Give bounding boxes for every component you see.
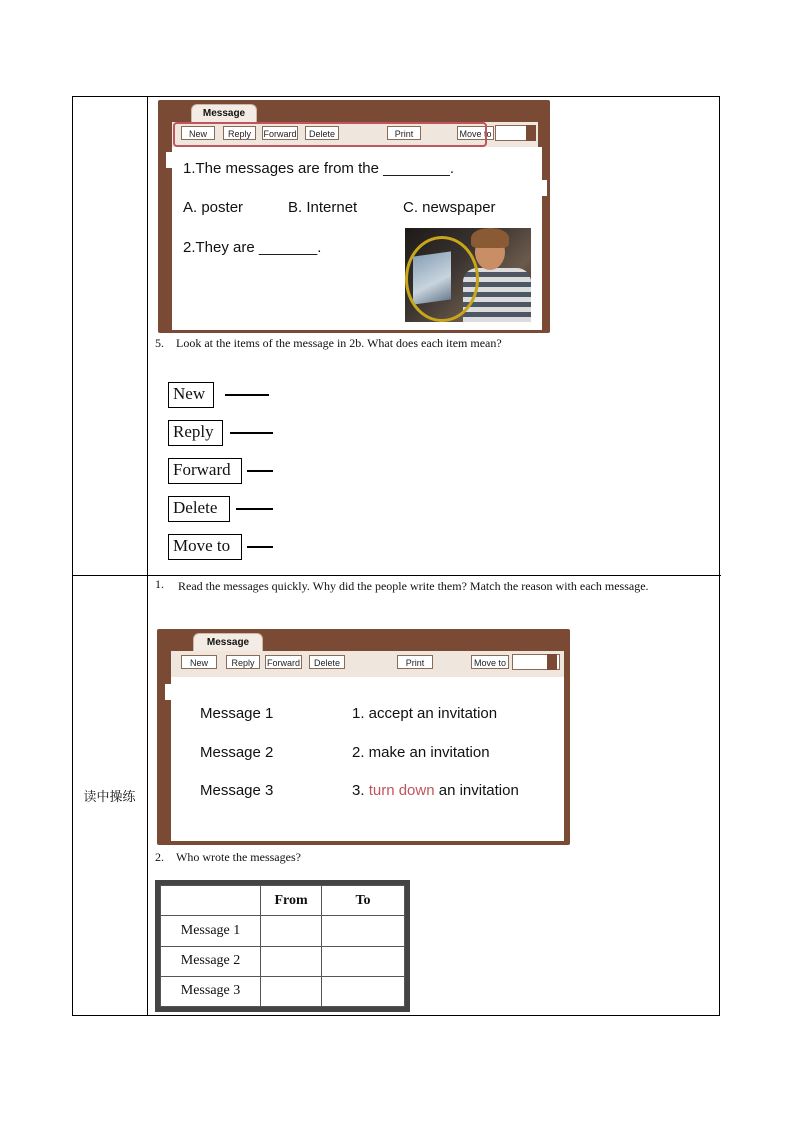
reason-1: 1. accept an invitation [352,705,498,722]
to-cell[interactable] [322,946,405,976]
question-2: 2.They are _______. [183,239,322,256]
task-2-text: 2. Who wrote the messages? [155,850,301,864]
table-row [161,976,405,1006]
toolbar-grip [526,125,536,141]
message-1-label: Message 1 [200,705,274,722]
forward-button[interactable]: Forward [265,655,302,669]
blank-line-reply [230,432,273,434]
from-cell[interactable] [261,916,322,946]
toolbar [171,651,564,677]
reason-3-highlight: turn down [368,782,435,799]
item-new: New [168,382,214,408]
question-1: 1.The messages are from the ________. [183,160,454,177]
row-label: Message 2 [161,946,261,976]
reply-button[interactable]: Reply [223,126,256,140]
message-window-2 [157,629,570,845]
table-header-row [161,886,405,916]
column-divider [147,96,148,1016]
boy-laptop-photo [405,228,531,322]
table-row [161,916,405,946]
from-to-table [155,880,410,1012]
blank-line-move-to [247,546,273,548]
move-to-button[interactable]: Move to [471,655,509,669]
section-label: 读中操练 [83,790,136,805]
header-from: From [261,886,322,916]
row-label: Message 1 [161,916,261,946]
move-to-button[interactable]: Move to [457,126,494,140]
blank-line-delete [236,508,273,510]
to-cell[interactable] [322,976,405,1006]
task-1-text: Read the messages quickly. Why did the people write them? Match the reason with each message. [178,579,649,593]
row-label: Message 3 [161,976,261,1006]
blank-line-new [225,394,269,396]
message-body [171,677,564,841]
task-1-number: 1. [155,577,164,591]
hair [471,228,509,248]
highlight-circle [405,236,479,322]
reason-3 [352,782,519,799]
toolbar-highlight-frame [173,122,487,147]
left-notch [166,152,172,168]
header-blank [161,886,261,916]
message-tab[interactable]: Message [193,633,263,652]
reason-3-suffix: an invitation [434,782,519,799]
toolbar-grip [547,654,557,670]
print-button[interactable]: Print [387,126,421,140]
table-row [161,946,405,976]
left-notch [165,684,171,700]
forward-button[interactable]: Forward [262,126,298,140]
right-notch [541,180,547,196]
delete-button[interactable]: Delete [309,655,345,669]
question-5: 5. Look at the items of the message in 2b. What does each item mean? [155,336,502,350]
print-button[interactable]: Print [397,655,433,669]
row-divider [72,575,721,576]
option-b: B. Internet [288,199,358,216]
reason-2: 2. make an invitation [352,744,490,761]
reason-3-prefix: 3. [352,782,369,799]
delete-button[interactable]: Delete [305,126,339,140]
header-to: To [322,886,405,916]
from-cell[interactable] [261,976,322,1006]
from-cell[interactable] [261,946,322,976]
message-tab[interactable]: Message [191,104,257,123]
option-c: C. newspaper [403,199,496,216]
to-cell[interactable] [322,916,405,946]
option-a: A. poster [183,199,244,216]
message-2-label: Message 2 [200,744,274,761]
new-button[interactable]: New [181,126,215,140]
item-move-to: Move to [168,534,242,560]
item-forward: Forward [168,458,242,484]
item-delete: Delete [168,496,230,522]
message-3-label: Message 3 [200,782,274,799]
blank-line-forward [247,470,273,472]
reply-button[interactable]: Reply [226,655,260,669]
new-button[interactable]: New [181,655,217,669]
item-reply: Reply [168,420,223,446]
